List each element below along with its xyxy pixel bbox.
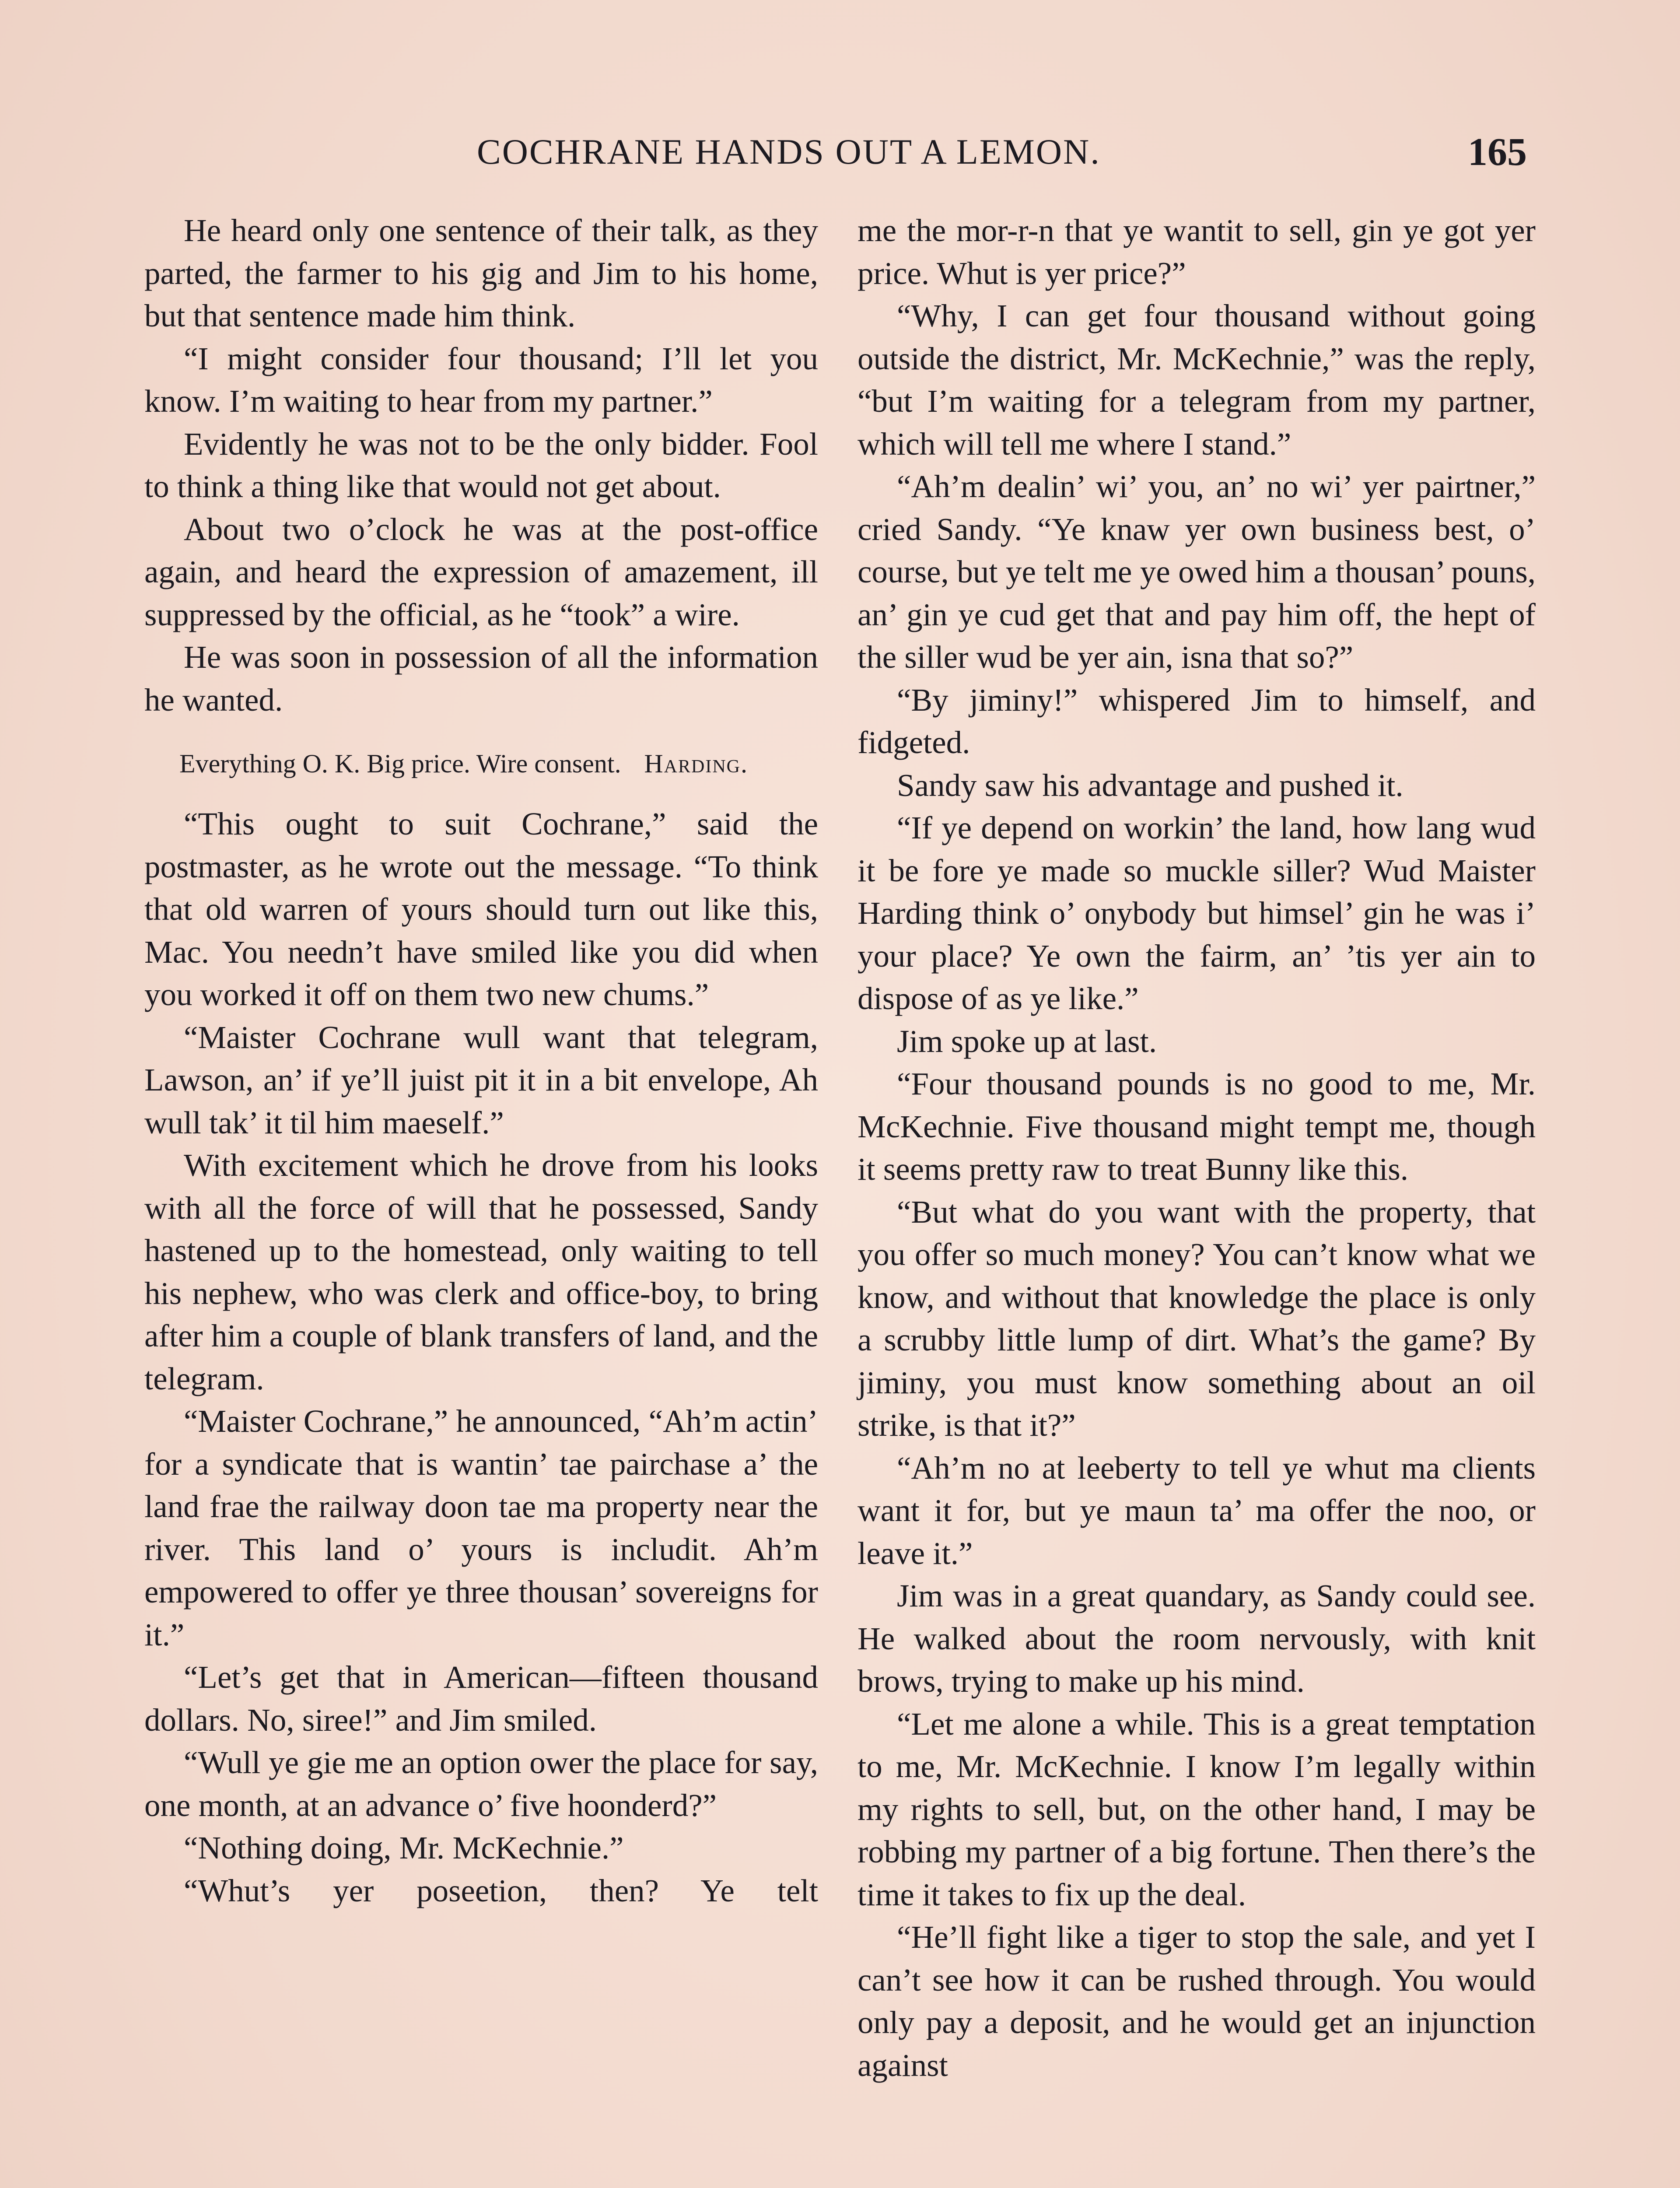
left-column	[144, 209, 818, 1912]
paragraph: “Maister Cochrane wull want that telegram, Lawson, an’ if ye’ll juist pit it in a bit envelope, Ah wull tak’ it til him maeself.”	[144, 1019, 818, 1140]
running-title: COCHRANE HANDS OUT A LEMON.	[477, 132, 1101, 172]
paragraph: Jim spoke up at last.	[897, 1023, 1157, 1059]
paragraph: “Four thousand pounds is no good to me, Mr. McKechnie. Five thousand might tempt me, though it seems pretty raw to treat Bunny like this.	[858, 1066, 1536, 1187]
paragraph: About two o’clock he was at the post-office again, and heard the expression of amazement, ill suppressed by the official, as he “took” a wire.	[144, 511, 818, 632]
paragraph: Jim was in a great quandary, as Sandy could see. He walked about the room nervously, with knit brows, trying to make up his mind.	[858, 1578, 1536, 1699]
paragraph: “Maister Cochrane,” he announced, “Ah’m actin’ for a syndicate that is wantin’ tae pairchase a’ the land frae the railway doon tae ma property near the river. This land o’ yours is includit. Ah’m empowered to offer ye three thousan’ sovereigns for it.”	[144, 1403, 818, 1652]
paragraph: Sandy saw his advantage and pushed it.	[897, 767, 1404, 803]
paragraph: “Why, I can get four thousand without going outside the district, Mr. McKechnie,” was the reply, “but I’m waiting for a telegram from my partner, which will tell me where I stand.”	[858, 298, 1536, 462]
paragraph: With excitement which he drove from his looks with all the force of will that he possessed, Sandy hastened up to the homestead, only waiting to tell his nephew, who was clerk and office-boy, to bring after him a couple of blank transfers of land, and the telegram.	[144, 1147, 818, 1396]
paragraph: “Let me alone a while. This is a great temptation to me, Mr. McKechnie. I know I’m legally within my rights to sell, but, on the other hand, I may be robbing my partner of a big fortune. Then there’s the time it takes to fix up the deal.	[858, 1706, 1536, 1912]
paragraph: “Wull ye gie me an option ower the place for say, one month, at an advance o’ five hoonderd?”	[144, 1745, 818, 1823]
telegram-body: Everything O. K. Big price. Wire consent.	[179, 749, 621, 778]
paragraph: “Let’s get that in American—fifteen thousand dollars. No, siree!” and Jim smiled.	[144, 1659, 818, 1738]
paragraph: “This ought to suit Cochrane,” said the postmaster, as he wrote out the message. “To think that old warren of yours should turn out like this, Mac. You needn’t have smiled like you did when you worked it off on them two new chums.”	[144, 806, 818, 1012]
paragraph: He was soon in possession of all the information he wanted.	[144, 639, 818, 718]
paragraph: “Ah’m no at leeberty to tell ye whut ma clients want it for, but ye maun ta’ ma offer the noo, or leave it.”	[858, 1450, 1536, 1571]
paragraph: “By jiminy!” whispered Jim to himself, and fidgeted.	[858, 682, 1536, 760]
paragraph-continuation: me the mor-r-n that ye wantit to sell, gin ye got yer price. Whut is yer price?”	[858, 213, 1536, 291]
paragraph: “Ah’m dealin’ wi’ you, an’ no wi’ yer pairtner,” cried Sandy. “Ye knaw yer own business best, o’ course, but ye telt me ye owed him a thousan’ pouns, an’ gin ye cud get that and pay him off, the hept of the siller wud be yer ain, isna that so?”	[858, 469, 1536, 675]
paragraph: “I might consider four thousand; I’ll let you know. I’m waiting to hear from my partner.”	[144, 340, 818, 419]
paragraph: “But what do you want with the property, that you offer so much money? You can’t know what we know, and without that knowledge the place is only a scrubby little lump of dirt. What’s the game? By jiminy, you must know something about an oil strike, is that it?”	[858, 1194, 1536, 1443]
page-number: 165	[1468, 130, 1527, 174]
page-header	[477, 131, 1571, 184]
paragraph: Evidently he was not to be the only bidder. Fool to think a thing like that would not get about.	[144, 426, 818, 504]
paragraph: He heard only one sentence of their talk, as they parted, the farmer to his gig and Jim to his home, but that sentence made him think.	[144, 213, 818, 333]
right-column	[858, 209, 1536, 2086]
telegram-block	[144, 747, 818, 781]
paragraph: “He’ll fight like a tiger to stop the sale, and yet I can’t see how it can be rushed through. You would only pay a deposit, and he would get an injunction against	[858, 1919, 1536, 2083]
paragraph: “Nothing doing, Mr. McKechnie.”	[184, 1830, 624, 1865]
paragraph: “If ye depend on workin’ the land, how lang wud it be fore ye made so muckle siller? Wud Maister Harding think o’ onybody but himsel’ gin he was i’ your place? Ye own the fairm, an’ ’tis yer ain to dispose of as ye like.”	[858, 810, 1536, 1016]
paragraph: “Whut’s yer poseetion, then? Ye telt	[184, 1872, 818, 1908]
telegram-signature: Harding.	[644, 749, 748, 778]
